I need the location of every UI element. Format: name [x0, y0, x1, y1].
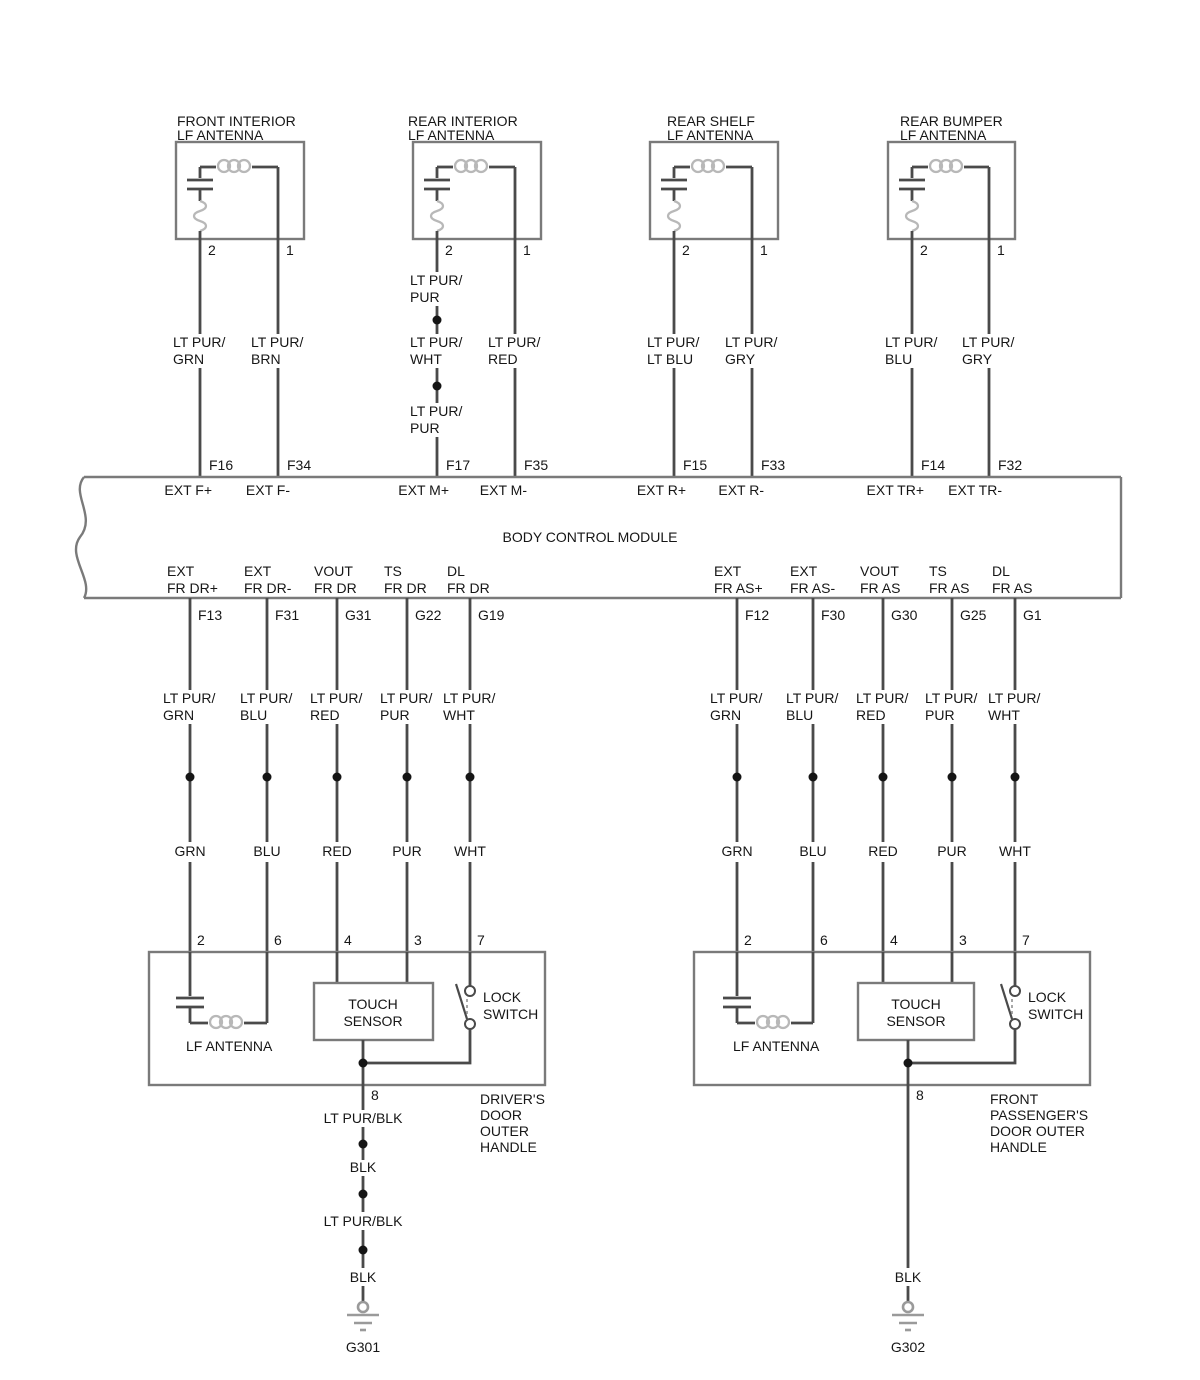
- antenna-title: LF ANTENNA: [900, 127, 987, 143]
- touch-sensor-label: TOUCH: [348, 996, 398, 1012]
- capacitor-icon: [187, 180, 213, 189]
- bcm-function-label: FR DR: [447, 580, 490, 596]
- wire-color-label: LT PUR/BLK: [323, 1213, 403, 1229]
- capacitor-icon: [723, 998, 751, 1007]
- bcm-pin-label: F32: [998, 457, 1023, 473]
- splice-dot: [359, 1246, 368, 1255]
- bcm-pin-label: F17: [446, 457, 471, 473]
- antenna-title: FRONT INTERIOR: [177, 113, 296, 129]
- bcm-function-label: EXT F+: [164, 482, 212, 498]
- wire-color-label: WHT: [988, 707, 1020, 723]
- wire-color-label: BLK: [349, 1159, 377, 1175]
- wire-color-label: LT PUR/: [725, 334, 778, 350]
- bcm-pin-label: F15: [683, 457, 708, 473]
- bcm-pin-label: F33: [761, 457, 786, 473]
- splice-dot: [733, 773, 742, 782]
- pin-number: 2: [445, 242, 453, 258]
- splice-dot: [879, 773, 888, 782]
- handle-label: DOOR: [480, 1107, 522, 1123]
- bcm-function-label: EXT F-: [245, 482, 290, 498]
- wire: [908, 1029, 1015, 1063]
- bcm-function-label: FR AS+: [714, 580, 763, 596]
- wire-color-label: GRN: [710, 707, 742, 723]
- bcm-function-label: FR DR: [314, 580, 357, 596]
- driver-door-circuit-columns: [163, 563, 505, 952]
- rear-bumper-lf-antenna: [867, 113, 1023, 498]
- splice-dot: [359, 1190, 368, 1199]
- splice-dot: [263, 773, 272, 782]
- lock-switch-icon: [456, 984, 475, 1029]
- touch-sensor-label: TOUCH: [891, 996, 941, 1012]
- wire-color-label: LT PUR/: [163, 690, 216, 706]
- bcm-function-label: EXT M-: [479, 482, 527, 498]
- bcm-function-label: EXT TR-: [948, 482, 1002, 498]
- wire-color-label: LT PUR/BLK: [323, 1110, 403, 1126]
- wire-color-label: LT PUR/: [710, 690, 763, 706]
- splice-dot: [466, 773, 475, 782]
- antenna-title: REAR INTERIOR: [408, 113, 518, 129]
- wire-color-label: GRN: [174, 843, 206, 859]
- bcm-function-label: FR AS: [929, 580, 970, 596]
- coil-icon: [692, 160, 724, 172]
- coil-icon: [455, 160, 487, 172]
- handle-label: FRONT: [990, 1091, 1039, 1107]
- pin-number: 6: [820, 932, 828, 948]
- wire-color-label: LT PUR/: [240, 690, 293, 706]
- wire-color-label: PUR: [392, 843, 422, 859]
- bcm-pin-label: G31: [345, 607, 372, 623]
- bcm-pin-label: F30: [821, 607, 846, 623]
- splice-dot: [948, 773, 957, 782]
- splice-dot: [904, 1059, 913, 1068]
- wire-color-label: GRN: [163, 707, 195, 723]
- wire-color-label: LT PUR/: [962, 334, 1015, 350]
- resistor-icon: [194, 201, 206, 231]
- capacitor-icon: [176, 998, 204, 1007]
- resistor-icon: [668, 201, 680, 231]
- wire-color-label: BLU: [253, 843, 281, 859]
- ground-icon: [347, 1302, 379, 1330]
- pin-number: 7: [1022, 932, 1030, 948]
- rear-interior-lf-antenna: [398, 113, 548, 498]
- wire-color-label: LT PUR/: [647, 334, 700, 350]
- switch-contact: [465, 1019, 475, 1029]
- pin-number: 2: [920, 242, 928, 258]
- wire-color-label: WHT: [410, 351, 442, 367]
- lf-antenna-label: LF ANTENNA: [186, 1038, 273, 1054]
- handle-label: PASSENGER'S: [990, 1107, 1089, 1123]
- resistor-icon: [906, 201, 918, 231]
- coil-icon: [210, 1016, 242, 1028]
- resistor-icon: [431, 201, 443, 231]
- ground-id: G302: [890, 1339, 926, 1355]
- antenna-box: [650, 142, 778, 239]
- wire-color-label: LT PUR/: [786, 690, 839, 706]
- pin-number: 2: [682, 242, 690, 258]
- touch-sensor-label: SENSOR: [343, 1013, 403, 1029]
- bcm-function-label: VOUT: [314, 563, 353, 579]
- splice-dot: [1011, 773, 1020, 782]
- wire-color-label: RED: [488, 351, 518, 367]
- front-passengers-door-outer-handle: [694, 952, 1090, 1268]
- wire-color-label: WHT: [443, 707, 475, 723]
- antenna-title: LF ANTENNA: [177, 127, 264, 143]
- wire-color-label: LT BLU: [647, 351, 694, 367]
- bcm-function-label: EXT: [244, 563, 272, 579]
- splice-dot: [403, 773, 412, 782]
- splice-dot: [186, 773, 195, 782]
- bcm-pin-label: F14: [921, 457, 946, 473]
- splice-dot: [359, 1140, 368, 1149]
- bcm-pin-label: G22: [415, 607, 442, 623]
- coil-icon: [930, 160, 962, 172]
- bcm-pin-label: G25: [960, 607, 987, 623]
- splice-dot: [809, 773, 818, 782]
- front-interior-lf-antenna: [164, 113, 311, 498]
- handle-label: HANDLE: [480, 1139, 537, 1155]
- bcm-function-label: TS: [384, 563, 402, 579]
- bcm-label: BODY CONTROL MODULE: [502, 529, 678, 545]
- wire: [363, 1029, 470, 1063]
- pin-number: 1: [997, 242, 1005, 258]
- wire-color-label: PUR: [410, 420, 440, 436]
- bcm-pin-label: F16: [209, 457, 234, 473]
- antenna-box: [176, 142, 304, 239]
- wire-color-label: LT PUR/: [380, 690, 433, 706]
- bcm-function-label: DL: [992, 563, 1010, 579]
- lock-switch-label: SWITCH: [483, 1006, 539, 1022]
- antenna-title: LF ANTENNA: [667, 127, 754, 143]
- wire-color-label: RED: [868, 843, 898, 859]
- pin-number: 2: [208, 242, 216, 258]
- bcm-pin-label: F13: [198, 607, 223, 623]
- switch-contact: [465, 986, 475, 996]
- wire-color-label: LT PUR/: [925, 690, 978, 706]
- wire-color-label: BLK: [894, 1269, 922, 1285]
- pin-number: 2: [744, 932, 752, 948]
- pin-number: 7: [477, 932, 485, 948]
- wire-color-label: BLU: [885, 351, 913, 367]
- wire-color-label: PUR: [925, 707, 955, 723]
- splice-dot: [333, 773, 342, 782]
- pin-number: 2: [197, 932, 205, 948]
- wire-color-label: BLU: [240, 707, 268, 723]
- passenger-ground-chain: [891, 1269, 925, 1355]
- wire-color-label: LT PUR/: [885, 334, 938, 350]
- wire-color-label: LT PUR/: [488, 334, 541, 350]
- antenna-title: REAR BUMPER: [900, 113, 1003, 129]
- handle-label: DOOR OUTER: [990, 1123, 1085, 1139]
- lock-switch-icon: [1001, 984, 1020, 1029]
- lf-antenna-label: LF ANTENNA: [733, 1038, 820, 1054]
- bcm-function-label: TS: [929, 563, 947, 579]
- splice-dot: [359, 1059, 368, 1068]
- wire-color-label: GRN: [173, 351, 205, 367]
- antenna-title: REAR SHELF: [667, 113, 755, 129]
- wire-color-label: BLK: [349, 1269, 377, 1285]
- capacitor-icon: [661, 180, 687, 189]
- wire-color-label: PUR: [937, 843, 967, 859]
- capacitor-icon: [424, 180, 450, 189]
- handle-label: DRIVER'S: [480, 1091, 545, 1107]
- driver-ground-chain: [324, 1110, 404, 1355]
- bcm-function-label: FR AS: [992, 580, 1033, 596]
- bcm-function-label: EXT TR+: [866, 482, 924, 498]
- bcm-function-label: FR DR+: [167, 580, 218, 596]
- wire-color-label: BRN: [251, 351, 281, 367]
- bcm-function-label: EXT: [167, 563, 195, 579]
- wire-color-label: GRY: [725, 351, 756, 367]
- antenna-title: LF ANTENNA: [408, 127, 495, 143]
- lock-switch-label: SWITCH: [1028, 1006, 1084, 1022]
- pin-number: 3: [414, 932, 422, 948]
- bcm-function-label: FR DR: [384, 580, 427, 596]
- bcm-function-label: EXT: [714, 563, 742, 579]
- wire-color-label: RED: [310, 707, 340, 723]
- wire-color-label: LT PUR/: [410, 403, 463, 419]
- bcm-function-label: FR DR-: [244, 580, 292, 596]
- bcm-pin-label: G19: [478, 607, 505, 623]
- touch-sensor-label: SENSOR: [886, 1013, 946, 1029]
- bcm-pin-label: F34: [287, 457, 312, 473]
- wire-color-label: RED: [322, 843, 352, 859]
- ground-icon: [892, 1302, 924, 1330]
- wire-color-label: GRN: [721, 843, 753, 859]
- bcm-function-label: DL: [447, 563, 465, 579]
- rear-shelf-lf-antenna: [637, 113, 785, 498]
- wire-color-label: PUR: [380, 707, 410, 723]
- wire-color-label: PUR: [410, 289, 440, 305]
- handle-label: HANDLE: [990, 1139, 1047, 1155]
- passenger-door-circuit-columns: [710, 563, 1042, 952]
- wire-color-label: BLU: [786, 707, 814, 723]
- switch-contact: [1010, 1019, 1020, 1029]
- bcm-function-label: VOUT: [860, 563, 899, 579]
- wire-color-label: LT PUR/: [310, 690, 363, 706]
- wire-color-label: WHT: [999, 843, 1031, 859]
- coil-icon: [218, 160, 250, 172]
- pin-number: 1: [760, 242, 768, 258]
- bcm-function-label: EXT R+: [636, 482, 686, 498]
- bcm-torn-edge: [76, 477, 86, 598]
- bcm-function-label: FR AS-: [790, 580, 836, 596]
- antenna-box: [888, 142, 1015, 239]
- pin-number: 3: [959, 932, 967, 948]
- wire-color-label: GRY: [962, 351, 993, 367]
- bcm-pin-label: F35: [524, 457, 549, 473]
- wire-color-label: LT PUR/: [443, 690, 496, 706]
- bcm-pin-label: F12: [745, 607, 770, 623]
- splice-dot: [433, 316, 442, 325]
- pin-number: 1: [286, 242, 294, 258]
- pin-number: 8: [371, 1087, 379, 1103]
- bcm-function-label: EXT R-: [718, 482, 764, 498]
- antenna-box: [413, 142, 541, 239]
- lock-switch-label: LOCK: [1028, 989, 1067, 1005]
- bcm-pin-label: F31: [275, 607, 300, 623]
- wire-color-label: LT PUR/: [988, 690, 1041, 706]
- handle-label: OUTER: [480, 1123, 529, 1139]
- ground-id: G301: [345, 1339, 381, 1355]
- bcm-pin-label: G1: [1023, 607, 1042, 623]
- capacitor-icon: [899, 180, 925, 189]
- lock-switch-label: LOCK: [483, 989, 522, 1005]
- wire-color-label: BLU: [799, 843, 827, 859]
- pin-number: 6: [274, 932, 282, 948]
- switch-contact: [1010, 986, 1020, 996]
- bcm-pin-label: G30: [891, 607, 918, 623]
- pin-number: 8: [916, 1087, 924, 1103]
- bcm-function-label: EXT M+: [398, 482, 449, 498]
- coil-icon: [757, 1016, 789, 1028]
- wire-color-label: LT PUR/: [856, 690, 909, 706]
- pin-number: 1: [523, 242, 531, 258]
- wire-color-label: LT PUR/: [410, 334, 463, 350]
- wire-color-label: LT PUR/: [410, 272, 463, 288]
- pin-number: 4: [890, 932, 898, 948]
- bcm-function-label: EXT: [790, 563, 818, 579]
- bcm-function-label: FR AS: [860, 580, 901, 596]
- wire-color-label: WHT: [454, 843, 486, 859]
- splice-dot: [433, 382, 442, 391]
- wire-color-label: RED: [856, 707, 886, 723]
- pin-number: 4: [344, 932, 352, 948]
- wire-color-label: LT PUR/: [251, 334, 304, 350]
- wire-color-label: LT PUR/: [173, 334, 226, 350]
